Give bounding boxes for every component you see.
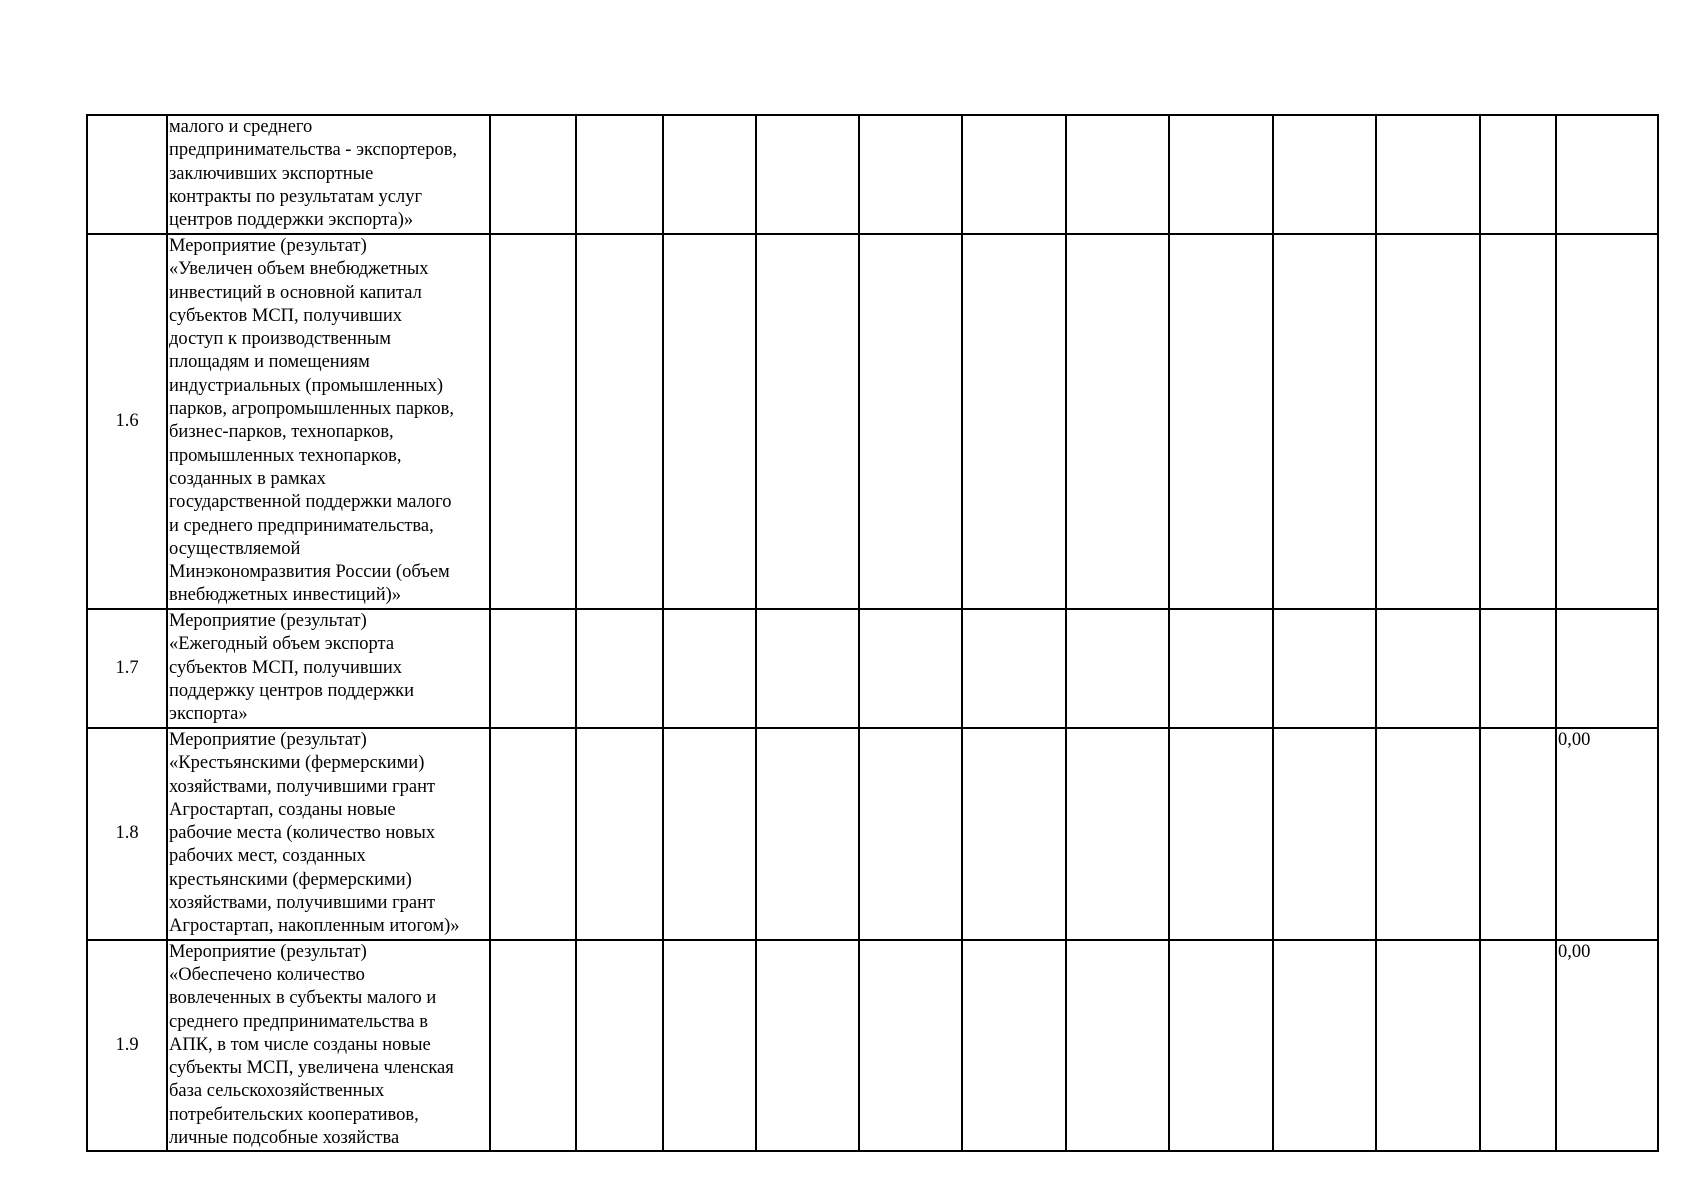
row-last-value-cell: 0,00 (1556, 728, 1658, 940)
empty-value-cell (962, 115, 1066, 234)
empty-value-cell (576, 115, 663, 234)
empty-value-cell (859, 728, 962, 940)
empty-value-cell (663, 609, 756, 728)
row-description-cell: Мероприятие (результат) «Обеспечено количество вовлеченных в субъекты малого и среднего предпринимательства в АПК, в том числе созданы новые субъекты МСП, увеличена членская база сельскохозяйственных потребительских кооперативов, личные подсобные хозяйства (167, 940, 490, 1152)
empty-value-cell (1169, 940, 1273, 1152)
empty-value-cell (1273, 234, 1376, 609)
table-row (87, 609, 1658, 728)
empty-value-cell (1376, 728, 1480, 940)
empty-value-cell (490, 609, 576, 728)
empty-value-cell (756, 234, 859, 609)
table-row (87, 940, 1658, 1152)
empty-value-cell (490, 940, 576, 1152)
empty-value-cell (1376, 115, 1480, 234)
empty-value-cell (1169, 234, 1273, 609)
empty-value-cell (1273, 609, 1376, 728)
empty-value-cell (756, 728, 859, 940)
row-description-cell: Мероприятие (результат) «Увеличен объем внебюджетных инвестиций в основной капитал субъектов МСП, получивших доступ к производственным площадям и помещениям индустриальных (промышленных) парков, агропромышленных парков, бизнес-парков, технопарков, промышленных технопарков, созданных в рамках государственной поддержки малого и среднего предпринимательства, осуществляемой Минэкономразвития России (объем внебюджетных инвестиций)» (167, 234, 490, 609)
row-description-cell: малого и среднего предпринимательства - экспортеров, заключивших экспортные контракты по результатам услуг центров поддержки экспорта)» (167, 115, 490, 234)
empty-value-cell (1480, 940, 1556, 1152)
empty-value-cell (962, 234, 1066, 609)
empty-value-cell (962, 940, 1066, 1152)
empty-value-cell (859, 940, 962, 1152)
empty-value-cell (1480, 115, 1556, 234)
empty-value-cell (1066, 609, 1169, 728)
empty-value-cell (859, 609, 962, 728)
row-last-value-cell (1556, 609, 1658, 728)
empty-value-cell (576, 234, 663, 609)
row-description-cell: Мероприятие (результат) «Ежегодный объем экспорта субъектов МСП, получивших поддержку центров поддержки экспорта» (167, 609, 490, 728)
empty-value-cell (1273, 728, 1376, 940)
row-last-value-cell (1556, 115, 1658, 234)
empty-value-cell (859, 234, 962, 609)
empty-value-cell (962, 728, 1066, 940)
row-number-cell: 1.6 (87, 234, 167, 609)
empty-value-cell (663, 728, 756, 940)
empty-value-cell (663, 115, 756, 234)
empty-value-cell (1169, 728, 1273, 940)
empty-value-cell (1066, 115, 1169, 234)
empty-value-cell (576, 940, 663, 1152)
table-body (87, 115, 1658, 1151)
empty-value-cell (1480, 728, 1556, 940)
empty-value-cell (490, 115, 576, 234)
empty-value-cell (1376, 234, 1480, 609)
empty-value-cell (1169, 115, 1273, 234)
empty-value-cell (1169, 609, 1273, 728)
empty-value-cell (1066, 940, 1169, 1152)
empty-value-cell (1066, 234, 1169, 609)
empty-value-cell (663, 234, 756, 609)
empty-value-cell (1480, 234, 1556, 609)
empty-value-cell (490, 234, 576, 609)
empty-value-cell (490, 728, 576, 940)
empty-value-cell (1480, 609, 1556, 728)
table-row (87, 728, 1658, 940)
empty-value-cell (1273, 115, 1376, 234)
row-number-cell: 1.8 (87, 728, 167, 940)
row-last-value-cell (1556, 234, 1658, 609)
row-description-cell: Мероприятие (результат) «Крестьянскими (фермерскими) хозяйствами, получившими грант Агростартап, созданы новые рабочие места (количество новых рабочих мест, созданных крестьянскими (фермерскими) хозяйствами, получившими грант Агростартап, накопленным итогом)» (167, 728, 490, 940)
empty-value-cell (1376, 609, 1480, 728)
empty-value-cell (756, 940, 859, 1152)
empty-value-cell (576, 609, 663, 728)
table-row (87, 115, 1658, 234)
empty-value-cell (756, 609, 859, 728)
row-number-cell: 1.7 (87, 609, 167, 728)
empty-value-cell (1273, 940, 1376, 1152)
empty-value-cell (1376, 940, 1480, 1152)
empty-value-cell (1066, 728, 1169, 940)
table-row (87, 234, 1658, 609)
data-table (86, 114, 1659, 1152)
empty-value-cell (962, 609, 1066, 728)
row-last-value-cell: 0,00 (1556, 940, 1658, 1152)
empty-value-cell (576, 728, 663, 940)
empty-value-cell (756, 115, 859, 234)
row-number-cell: 1.9 (87, 940, 167, 1152)
empty-value-cell (663, 940, 756, 1152)
empty-value-cell (859, 115, 962, 234)
row-number-cell (87, 115, 167, 234)
